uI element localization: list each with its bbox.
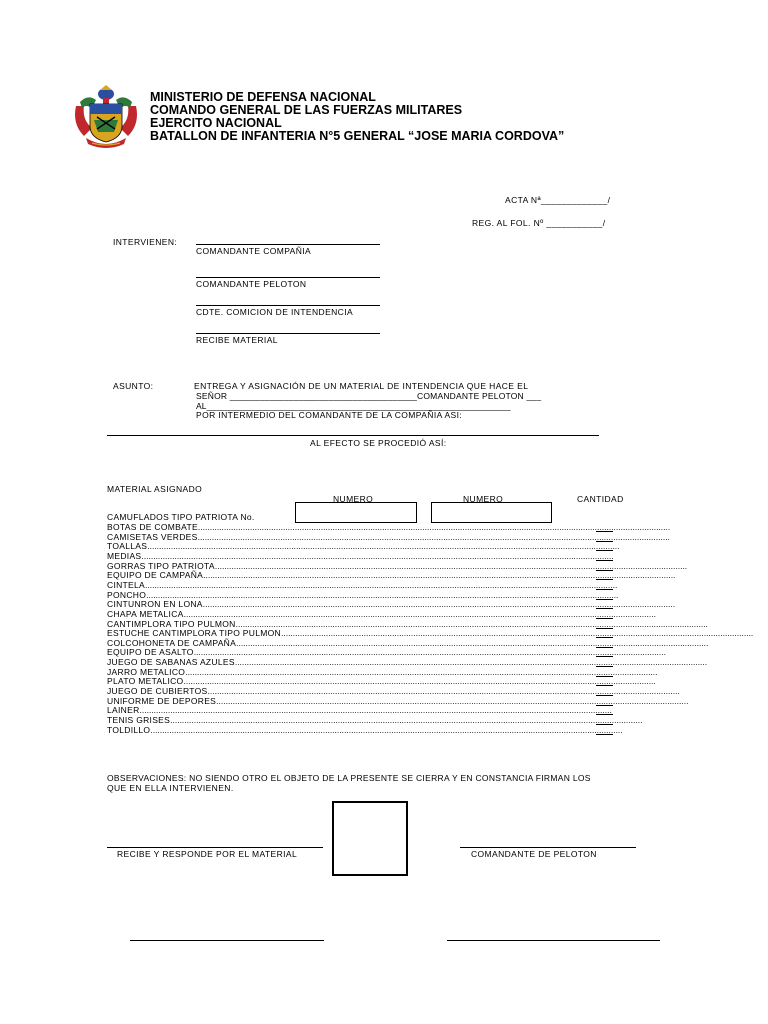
dot-leader: ........................................................................................................................................................................................................ [197,532,670,542]
dot-leader: ........................................................................................................................................................................................................ [193,647,667,657]
dot-leader: ........................................................................................................................................................................................................ [197,522,671,532]
signature-line [196,333,380,334]
material-item [107,580,618,590]
material-item-label: GORRAS TIPO PATRIOTA [107,561,215,571]
signature-line-bottom-left [130,940,324,941]
intervienen-label: INTERVIENEN: [113,237,178,247]
material-item [107,522,671,532]
material-item [107,628,754,638]
material-item-label: PONCHO [107,590,147,600]
dot-leader: ........................................................................................................................................................................................................ [150,725,623,735]
asunto-label: ASUNTO: [113,381,154,391]
separator-line [107,435,599,436]
material-item-label: UNIFORME DE DEPORES [107,696,217,706]
reg-folio-field: REG. AL FOL. Nº ___________/ [472,218,606,228]
material-item [107,686,680,696]
material-item-label: EQUIPO DE ASALTO [107,647,194,657]
material-item-label: CHAPA METALICA [107,609,184,619]
material-item-label: PLATO METALICO [107,676,184,686]
dot-leader: ........................................................................................................................................................................................................ [146,590,619,600]
material-item [107,599,676,609]
material-item-label: CINTUNRON EN LONA [107,599,203,609]
dot-leader: ........................................................................................................................................................................................................ [183,609,656,619]
header-ejercito: EJERCITO NACIONAL [150,116,282,130]
material-item [107,676,656,686]
material-item-label: CINTELA [107,580,145,590]
asunto-line-1: ENTREGA Y ASIGNACIÓN DE UN MATERIAL DE INTENDENCIA QUE HACE EL [194,381,529,391]
material-item-label: LAINER [107,705,140,715]
asunto-line-2: SEÑOR ______________________________________COMANDANTE PELOTON ___ [196,391,542,401]
material-item-label: CAMISETAS VERDES [107,532,198,542]
role-comandante-peloton: COMANDANTE PELOTON [196,279,307,289]
dot-leader: ........................................................................................................................................................................................................ [207,686,680,696]
signature-line [196,244,380,245]
observaciones-line-1: OBSERVACIONES: NO SIENDO OTRO EL OBJETO DE LA PRESENTE SE CIERRA Y EN CONSTANCIA FIRMAN LOS [107,773,591,783]
numero-box-2[interactable] [431,502,552,523]
material-item [107,657,708,667]
role-recibe-material: RECIBE MATERIAL [196,335,278,345]
dot-leader: ........................................................................................................................................................................................................ [202,599,676,609]
dot-leader: ........................................................................................................................................................................................................ [170,715,643,725]
efecto-text: AL EFECTO SE PROCEDIÓ ASÍ: [310,438,447,448]
dot-leader: ........................................................................................................................................................................................................ [185,667,658,677]
col-cantidad: CANTIDAD [577,494,624,504]
signature-line [196,277,380,278]
header-batallon: BATALLON DE INFANTERIA N°5 GENERAL “JOSE MARIA CORDOVA” [150,129,565,143]
material-item-label: CANTIMPLORA TIPO PULMON [107,619,236,629]
signature-line-right [460,847,636,848]
dot-leader: ........................................................................................................................................................................................................ [145,580,618,590]
dot-leader: ........................................................................................................................................................................................................ [147,541,620,551]
col-numero-2: NUMERO [463,494,504,504]
signature-line [196,305,380,306]
material-item-label: JUEGO DE SABANAS AZULES [107,657,235,667]
role-cdte-intendencia: CDTE. COMICION DE INTENDENCIA [196,307,354,317]
signature-line-left [107,847,323,848]
header-comando: COMANDO GENERAL DE LAS FUERZAS MILITARES [150,103,463,117]
material-title: MATERIAL ASIGNADO [107,484,203,494]
material-item-label: TENIS GRISES [107,715,171,725]
material-item-label: COLCOHONETA DE CAMPAÑA [107,638,237,648]
dot-leader: ........................................................................................................................................................................................................ [235,619,708,629]
dot-leader: ........................................................................................................................................................................................................ [236,638,709,648]
dot-leader: ........................................................................................................................................................................................................ [203,570,676,580]
material-item-label: MEDIAS [107,551,142,561]
dot-leader: ........................................................................................................................................................................................................ [183,676,656,686]
numero-box-1[interactable] [295,502,417,523]
first-item-camuflados: CAMUFLADOS TIPO PATRIOTA No. [107,512,255,522]
material-item-label: JARRO METALICO [107,667,186,677]
firma-comandante-peloton: COMANDANTE DE PELOTON [471,849,597,859]
firma-recibe: RECIBE Y RESPONDE POR EL MATERIAL [117,849,298,859]
cantidad-blank[interactable] [596,734,613,735]
material-item [107,647,667,657]
dot-leader: ........................................................................................................................................................................................................ [234,657,708,667]
material-item-label: TOALLAS [107,541,148,551]
header-ministry: MINISTERIO DE DEFENSA NACIONAL [150,90,376,104]
observaciones-line-2: QUE EN ELLA INTERVIENEN. [107,783,234,793]
acta-number-field: ACTA Nª_____________/ [505,195,611,205]
material-item-label: ESTUCHE CANTIMPLORA TIPO PULMON [107,628,281,638]
dot-leader: ........................................................................................................................................................................................................ [214,561,688,571]
asunto-line-3: AL_______________________________________________________________ [196,401,511,411]
col-numero-1: NUMERO [333,494,374,504]
signature-line-bottom-right [447,940,660,941]
dot-leader: ........................................................................................................................................................................................................ [141,551,614,561]
material-item [107,725,623,735]
material-item-label: JUEGO DE CUBIERTOS [107,686,208,696]
fingerprint-box [332,801,408,876]
role-comandante-compania: COMANDANTE COMPAÑIA [196,246,312,256]
material-item [107,715,643,725]
material-item [107,570,676,580]
material-item-label: TOLDILLO [107,725,151,735]
material-item [107,609,656,619]
coat-of-arms-emblem [70,84,142,150]
material-item-label: BOTAS DE COMBATE [107,522,198,532]
material-item [107,705,612,715]
asunto-line-4: POR INTERMEDIO DEL COMANDANTE DE LA COMPAÑIA ASI: [196,410,463,420]
dot-leader: ........................................................................................................................................................................................................ [139,705,612,715]
dot-leader: ........................................................................................................................................................................................................ [216,696,689,706]
material-item [107,551,614,561]
material-item [107,541,620,551]
material-item-label: EQUIPO DE CAMPAÑA [107,570,204,580]
dot-leader: ........................................................................................................................................................................................................ [280,628,754,638]
